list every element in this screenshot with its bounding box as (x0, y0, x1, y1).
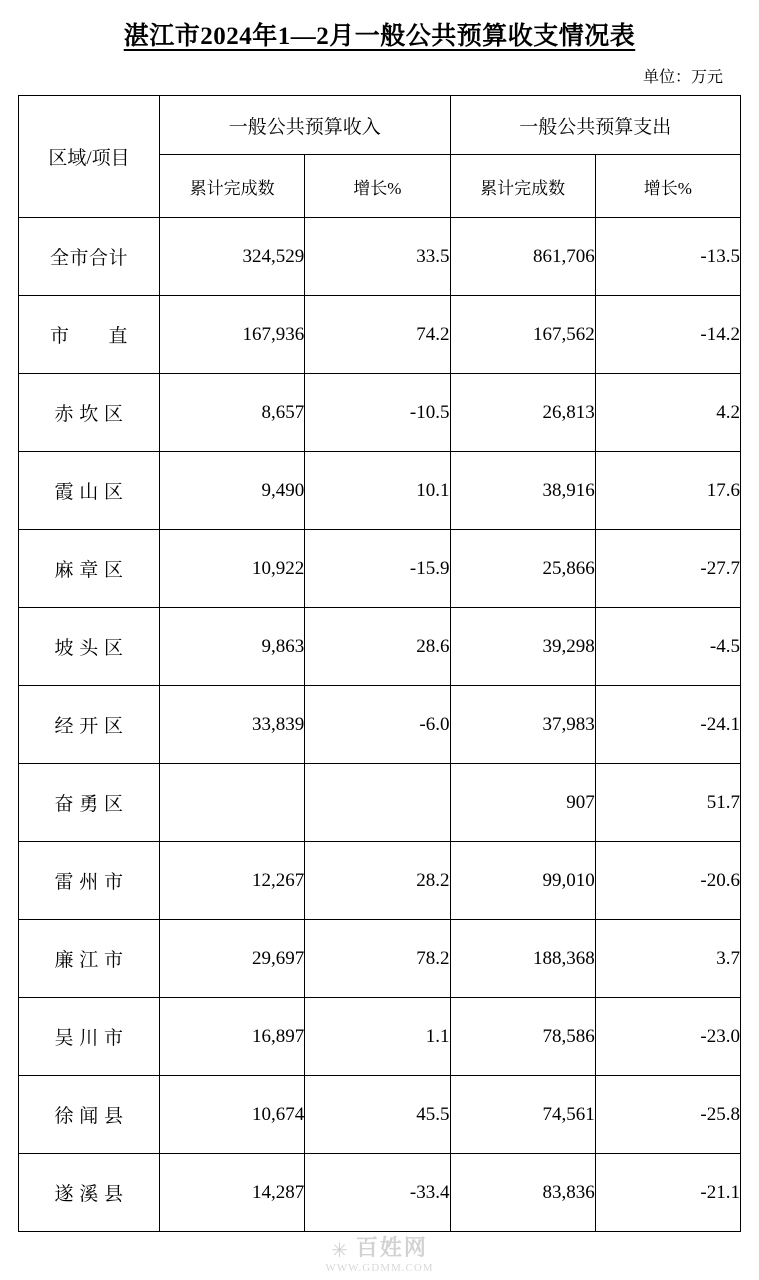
table-row (19, 998, 741, 1076)
header-group-income: 一般公共预算收入 (160, 96, 451, 155)
cell-expenditure-total: 78,586 (450, 998, 595, 1076)
row-label: 霞 山 区 (19, 452, 160, 530)
cell-expenditure-growth: -23.0 (595, 998, 740, 1076)
table-row (19, 374, 741, 452)
cell-expenditure-growth: 3.7 (595, 920, 740, 998)
table-row (19, 608, 741, 686)
header-region: 区域/项目 (19, 96, 160, 218)
cell-expenditure-growth: -4.5 (595, 608, 740, 686)
row-label: 赤 坎 区 (19, 374, 160, 452)
cell-expenditure-total: 861,706 (450, 218, 595, 296)
cell-income-growth: 28.2 (305, 842, 450, 920)
cell-expenditure-growth: 17.6 (595, 452, 740, 530)
cell-income-growth (305, 764, 450, 842)
cell-income-growth: 28.6 (305, 608, 450, 686)
cell-expenditure-total: 99,010 (450, 842, 595, 920)
row-label: 市 直 (19, 296, 160, 374)
cell-expenditure-growth: -20.6 (595, 842, 740, 920)
header-income-growth: 增长% (305, 155, 450, 218)
row-label: 奋 勇 区 (19, 764, 160, 842)
cell-income-total: 29,697 (160, 920, 305, 998)
cell-expenditure-growth: 4.2 (595, 374, 740, 452)
table-header-row-groups (19, 96, 741, 155)
cell-income-total: 33,839 (160, 686, 305, 764)
row-label: 雷 州 市 (19, 842, 160, 920)
cell-income-growth: 10.1 (305, 452, 450, 530)
row-label: 遂 溪 县 (19, 1154, 160, 1232)
row-label: 廉 江 市 (19, 920, 160, 998)
cell-expenditure-growth: -13.5 (595, 218, 740, 296)
cell-income-total: 9,490 (160, 452, 305, 530)
cell-income-total: 8,657 (160, 374, 305, 452)
cell-income-total: 14,287 (160, 1154, 305, 1232)
row-label: 麻 章 区 (19, 530, 160, 608)
row-label: 吴 川 市 (19, 998, 160, 1076)
cell-income-growth: -15.9 (305, 530, 450, 608)
table-body (19, 218, 741, 1232)
row-label: 全市合计 (19, 218, 160, 296)
table-row (19, 296, 741, 374)
cell-income-total: 10,922 (160, 530, 305, 608)
cell-expenditure-total: 188,368 (450, 920, 595, 998)
cell-expenditure-total: 167,562 (450, 296, 595, 374)
row-label: 经 开 区 (19, 686, 160, 764)
table-header (19, 96, 741, 218)
cell-income-growth: 78.2 (305, 920, 450, 998)
table-row (19, 530, 741, 608)
cell-expenditure-growth: -27.7 (595, 530, 740, 608)
row-label: 徐 闻 县 (19, 1076, 160, 1154)
table-row (19, 842, 741, 920)
cell-expenditure-total: 37,983 (450, 686, 595, 764)
watermark-sub-text: WWW.GDMM.COM (325, 1262, 434, 1274)
cell-expenditure-growth: -24.1 (595, 686, 740, 764)
cell-expenditure-growth: -21.1 (595, 1154, 740, 1232)
cell-expenditure-total: 39,298 (450, 608, 595, 686)
table-row (19, 764, 741, 842)
row-label: 坡 头 区 (19, 608, 160, 686)
cell-income-total: 12,267 (160, 842, 305, 920)
cell-expenditure-total: 25,866 (450, 530, 595, 608)
watermark-main-text: 百姓网 (355, 1235, 428, 1260)
cell-expenditure-growth: -14.2 (595, 296, 740, 374)
cell-expenditure-total: 907 (450, 764, 595, 842)
budget-table (18, 95, 741, 1232)
cell-expenditure-total: 74,561 (450, 1076, 595, 1154)
header-group-expenditure: 一般公共预算支出 (450, 96, 741, 155)
cell-income-growth: 33.5 (305, 218, 450, 296)
cell-income-total: 324,529 (160, 218, 305, 296)
table-row (19, 920, 741, 998)
table-row (19, 452, 741, 530)
cell-income-growth: 1.1 (305, 998, 450, 1076)
cell-expenditure-total: 83,836 (450, 1154, 595, 1232)
cell-income-growth: -6.0 (305, 686, 450, 764)
watermark (0, 1231, 759, 1274)
cell-income-total: 167,936 (160, 296, 305, 374)
cell-expenditure-growth: 51.7 (595, 764, 740, 842)
watermark-logo-icon: ✳ (331, 1240, 350, 1262)
cell-expenditure-total: 38,916 (450, 452, 595, 530)
cell-income-total (160, 764, 305, 842)
header-expenditure-growth: 增长% (595, 155, 740, 218)
header-income-total: 累计完成数 (160, 155, 305, 218)
page-title: 湛江市2024年1—2月一般公共预算收支情况表 (123, 23, 636, 50)
cell-income-growth: 74.2 (305, 296, 450, 374)
cell-income-growth: -10.5 (305, 374, 450, 452)
cell-expenditure-total: 26,813 (450, 374, 595, 452)
cell-income-total: 9,863 (160, 608, 305, 686)
table-row (19, 218, 741, 296)
table-row (19, 1076, 741, 1154)
cell-income-growth: -33.4 (305, 1154, 450, 1232)
table-row (19, 1154, 741, 1232)
cell-income-total: 16,897 (160, 998, 305, 1076)
unit-note: 单位：万元 (642, 69, 723, 86)
cell-expenditure-growth: -25.8 (595, 1076, 740, 1154)
cell-income-total: 10,674 (160, 1076, 305, 1154)
table-row (19, 686, 741, 764)
cell-income-growth: 45.5 (305, 1076, 450, 1154)
header-expenditure-total: 累计完成数 (450, 155, 595, 218)
